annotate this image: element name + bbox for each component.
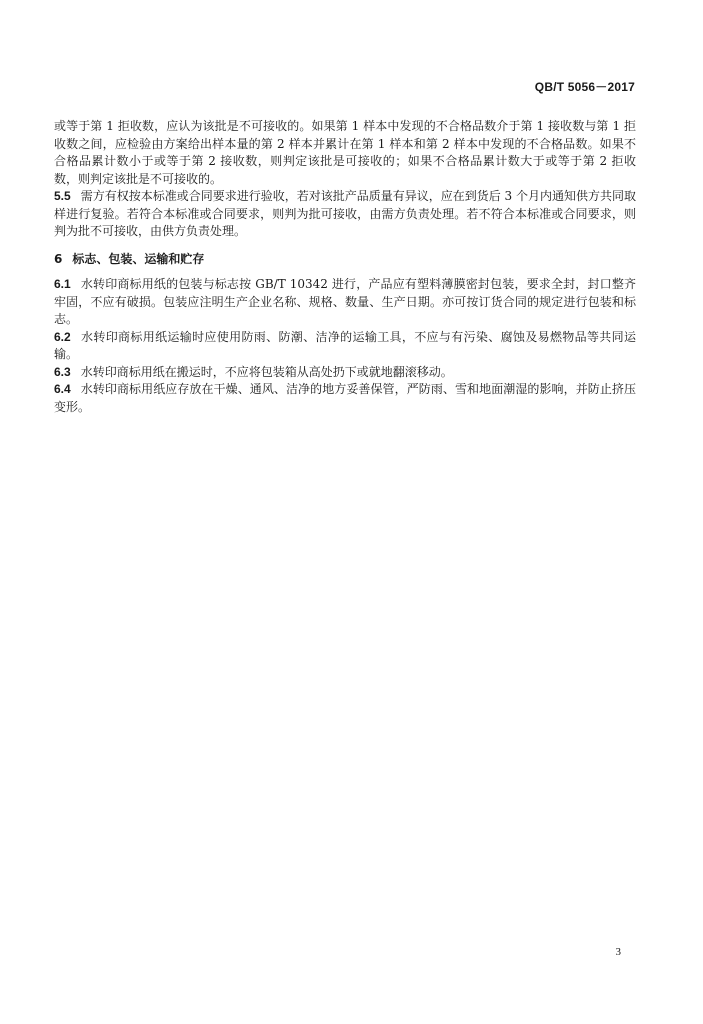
clause-number: 5.5 xyxy=(54,189,71,203)
section-number: 6 xyxy=(54,251,63,266)
clause-text: 水转印商标用纸运输时应使用防雨、防潮、洁净的运输工具，不应与有污染、腐蚀及易燃物品等共同运输。 xyxy=(54,329,636,361)
clause-text: 水转印商标用纸应存放在干燥、通风、洁净的地方妥善保管，严防雨、雪和地面潮湿的影响，并防止挤压变形。 xyxy=(54,382,636,414)
clause-text: 水转印商标用纸在搬运时，不应将包装箱从高处扔下或就地翻滚移动。 xyxy=(80,364,453,379)
clause-number: 6.2 xyxy=(54,329,71,344)
page-number: 3 xyxy=(615,946,621,958)
paragraph-continued: 或等于第 1 拒收数，应认为该批是不可接收的。如果第 1 样本中发现的不合格品数介于第 1 接收数与第 1 拒收数之间，应检验由方案给出样本量的第 2 样本并累计在第 1 样本和第 2 样本中发现的不合格品数。如果不合格品累计数小于或等于第 2 接收数，则判定该批是可接收的；如果不合格品累计数大于或等于第 2 拒收数，则判定该批是不可接收的。 xyxy=(54,119,636,186)
clause-5-5 xyxy=(54,188,636,241)
clause-6-2 xyxy=(54,329,636,364)
clause-text: 需方有权按本标准或合同要求进行验收，若对该批产品质量有异议，应在到货后 3 个月内通知供方共同取样进行复验。若符合本标准或合同要求，则判为批可接收，由需方负责处理。若不符合本标准或合同要求，则判为批不可接收，由供方负责处理。 xyxy=(54,189,636,238)
clause-text: 水转印商标用纸的包装与标志按 GB/T 10342 进行，产品应有塑料薄膜密封包装，要求全封，封口整齐牢固，不应有破损。包装应注明生产企业名称、规格、数量、生产日期。亦可按订货合同的规定进行包装和标志。 xyxy=(54,277,636,326)
clause-number: 6.3 xyxy=(54,364,71,379)
clause-number: 6.1 xyxy=(54,277,71,291)
clause-6-1 xyxy=(54,276,636,329)
clause-6-4 xyxy=(54,381,636,416)
clause-number: 6.4 xyxy=(54,382,71,396)
standard-code-header: QB/T 5056－2017 xyxy=(534,80,635,94)
section-title: 标志、包装、运输和贮存 xyxy=(72,251,205,266)
clause-6-3 xyxy=(54,364,636,382)
document-body xyxy=(54,118,636,416)
section-6-heading xyxy=(54,251,636,269)
